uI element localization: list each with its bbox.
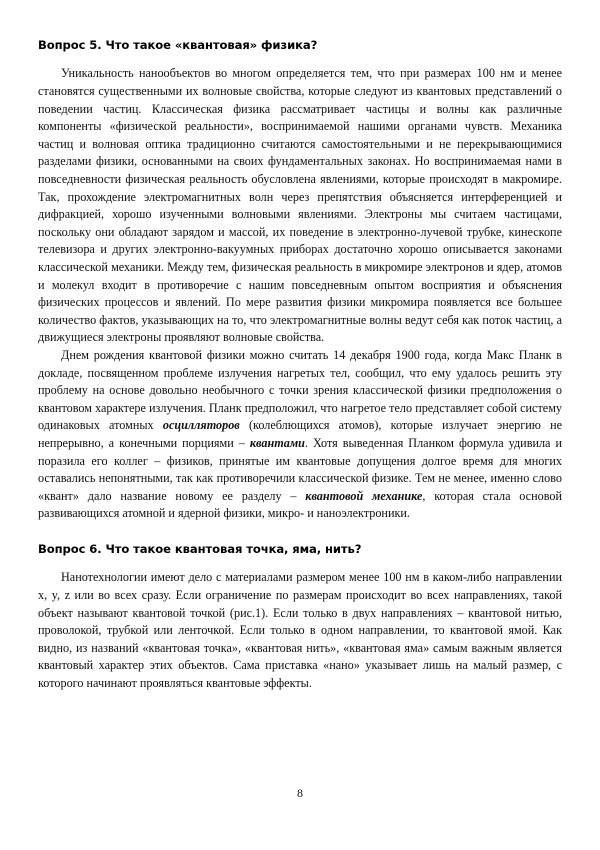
emphasized-term: осцилляторов: [162, 418, 240, 433]
emphasized-term: квантовой механике: [305, 488, 423, 503]
paragraph-quantum-physics-intro: Уникальность нанообъектов во многом определяется тем, что при размерах 100 нм и менее становятся существенными их волновые свойства, которые следуют из квантовых представлений о поведении частиц. Классическая физика рассматривает частицы и волны как различные компоненты «физической реальности», воспринимаемой нашими органами чувств. Механика частиц и волновая оптика традиционно считаются самостоятельными и не перекрывающимися разделами физики, основанными на своих фундаментальных законах. Но воспринимаемая нами в повседневности физическая реальность обусловлена явлениями, которые происходят в макромире. Так, прохождение электромагнитных волн через препятствия объясняется интерференцией и дифракцией, хорошо изученными волновыми явлениями. Электроны мы считаем частицами, поскольку они обладают зарядом и массой, их поведение в электронно-лучевой трубке, кинескопе телевизора и других электронно-вакуумных приборах достаточно хорошо описывается законами классической механики. Между тем, физическая реальность в микромире электронов и ядер, атомов и молекул входит в противоречие с нашим повседневным опытом восприятия и объяснения физических процессов и явлений. По мере развития физики микромира появляется все большее количество фактов, указывающих на то, что электромагнитные волны ведут себя как поток частиц, а движущиеся электроны проявляют волновые свойства.: [38, 66, 562, 345]
paragraph-planck-history: Днем рождения квантовой физики можно считать 14 декабря 1900 года, когда Макс Планк в докладе, посвященном проблеме излучения нагретых тел, сообщил, что ему удалось решить эту проблему на основе довольно необычного с точки зрения классической физики предположения о квантовом характере излучения. Планк предположил, что нагретое тело представляет собой систему одинаковых атомных осцилляторов (колеблющихся атомов), которые излучает энергию не непрерывно, а конечными порциями – квантами. Хотя выведенная Планком формула удивила и поразила его коллег – физиков, принятые им квантовые допущения долгое время для многих оставались непонятными, так как противоречили классической физике. Тем не менее, именно слово «квант» дало название новому ее разделу – квантовой механике, которая стала основой развивающихся атомной и ядерной физики, микро- и наноэлектроники.: [38, 347, 563, 521]
paragraph-quantum-dot-well-wire: Нанотехнологии имеют дело с материалами размером менее 100 нм в каком-либо направлении x, y, z или во всех сразу. Если ограничение по размерам происходит во всех направлениях, такой объект называют квантовой точкой (рис.1). Если только в двух направлениях – квантовой нитью, проволокой, трубкой или ленточкой. Если только в одном направлении, то квантовой ямой. Как видно, из названий «квантовая точка», «квантовая нить», «квантовая яма» самым важным является квантовый характер этих объектов. Сама приставка «нано» указывает лишь на малый размер, с которого начинают проявляться квантовые эффекты.: [38, 570, 562, 690]
heading-spacer: [38, 52, 562, 65]
page-content: [38, 38, 562, 693]
section-spacer: [38, 523, 562, 542]
emphasized-term: квантами: [249, 435, 305, 450]
section-heading-question-5: Вопрос 5. Что такое «квантовая» физика?: [38, 38, 318, 52]
page-number: 8: [297, 786, 303, 800]
heading-spacer-2: [38, 556, 562, 569]
section-heading-question-6: Вопрос 6. Что такое квантовая точка, яма, нить?: [38, 541, 362, 556]
